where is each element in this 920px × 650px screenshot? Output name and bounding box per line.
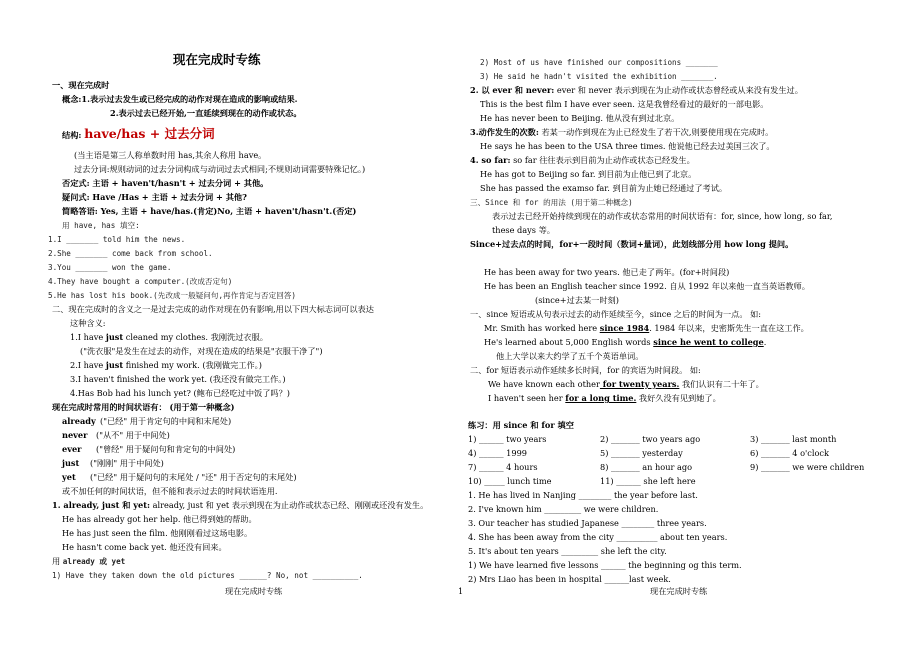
example-underlined: for twenty years. xyxy=(599,379,680,389)
section-heading: 3.动作发生的次数: xyxy=(470,127,539,137)
left-text-line: 这种含义: xyxy=(70,318,106,328)
right-text-line: He has never been to Beijing. 他从没有到过北京。 xyxy=(480,113,680,123)
left-text-line: (当主语是第三人称单数时用 has,其余人称用 have。 xyxy=(74,150,267,160)
right-text-line: 8) _______ an hour ago xyxy=(600,462,693,472)
since-for-rule: Since+过去点的时间，for+一段时间（数词+量词），此划线部分用 how long 提问。 xyxy=(470,239,794,249)
right-text-line: 3) _______ last month xyxy=(750,434,837,444)
example-underlined: since 1984 xyxy=(599,323,650,333)
left-text-line: 1.I _______ told him the news. xyxy=(48,235,186,244)
right-text-line: 练习：用 since 和 for 填空 xyxy=(468,420,574,430)
section-times xyxy=(470,127,773,138)
footer-left: 现在完成时专练 xyxy=(225,586,283,596)
adverb-ever: ever xyxy=(62,444,82,454)
left-text-line: He has already got her help. 他已得到她的帮助。 xyxy=(62,514,257,524)
right-text-line: 4. She has been away from the city __________ about ten years. xyxy=(468,532,728,542)
right-text-line: 2. I've known him _________ we were children. xyxy=(468,504,659,514)
left-text-line: 简略答语: Yes, 主语 + have/has.(肯定)No, 主语 + haven't/hasn't.(否定) xyxy=(62,206,357,216)
page-number: 1 xyxy=(458,586,464,596)
example-text: 我好久没有见到她了。 xyxy=(636,393,721,403)
right-text-line: She has passed the examso far. 到目前为止她已经通过了考试。 xyxy=(480,183,728,193)
left-text-line: 或不加任何的时间状语，但不能和表示过去的时间状语连用. xyxy=(62,486,278,496)
left-text-line: He has just seen the film. 他刚刚看过这场电影。 xyxy=(62,528,253,538)
right-text-line: He has got to Beijing so far. 到目前为止他已到了北京。 xyxy=(480,169,697,179)
section-heading: 2. 以 ever 和 never: xyxy=(470,85,555,95)
right-text-line: 2) Mrs Liao has been in hospital ______last week. xyxy=(468,574,671,584)
right-text-line: This is the best film I have ever seen. 这是我曾经看过的最好的一部电影。 xyxy=(480,99,769,109)
left-text-line: ("曾经" 用于疑问句和肯定句的中间处) xyxy=(96,444,236,454)
example-underlined: since he went to college xyxy=(653,337,764,347)
structure-formula: have/has + 过去分词 xyxy=(84,126,215,141)
left-text-line: 二、现在完成时的含义之一是过去完成的动作对现在仍有影响,用以下四大标志词可以表达 xyxy=(52,304,374,314)
right-text-line: 三、Since 和 for 的用法 (用于第二种概念) xyxy=(470,198,633,207)
left-text-line: ("已经" 用于疑问句的末尾处 / "还" 用于否定句的末尾处) xyxy=(90,472,297,482)
right-text-line: 9) _______ we were children xyxy=(750,462,865,472)
right-text-line: 10) _____ lunch time xyxy=(468,476,552,486)
section-text: so far 往往表示到目前为止动作或状态已经发生。 xyxy=(510,155,695,165)
adverb-already: already xyxy=(62,416,96,426)
left-text-line: 1) Have they taken down the old pictures ______? No, not __________. xyxy=(52,571,363,580)
right-text-line: 1) We have learned five lessons ______ the beginning og this term. xyxy=(468,560,742,570)
left-text-line: 2.表示过去已经开始,一直延续到现在的动作或状态。 xyxy=(110,108,302,118)
left-text-line: 3.You _______ won the game. xyxy=(48,263,172,272)
section-ever-never xyxy=(470,85,803,96)
right-text-line: 他上大学以来大约学了五千个英语单词。 xyxy=(496,351,644,361)
left-text-line: 2.She _______ come back from school. xyxy=(48,249,213,258)
example-twenty-years xyxy=(488,379,764,390)
right-text-line: 2) Most of us have finished our compositions _______ xyxy=(480,58,718,67)
left-text-line: 3.I haven't finished the work yet. (我还没有做完工作。) xyxy=(70,374,286,384)
right-text-line: 2) _______ two years ago xyxy=(600,434,701,444)
right-text-line: these days 等。 xyxy=(492,225,555,235)
left-text-line: 概念:1.表示过去发生或已经完成的动作对现在造成的影响或结果. xyxy=(62,94,298,104)
right-text-line: 1) ______ two years xyxy=(468,434,547,444)
right-text-line: 7) ______ 4 hours xyxy=(468,462,538,472)
example-text: cleaned my clothes. 我刚洗过衣服。 xyxy=(123,332,268,342)
example-text: finished my work. (我刚做完工作。) xyxy=(123,360,262,370)
left-text-line: He hasn't come back yet. 他还没有回来。 xyxy=(62,542,227,552)
example-underlined: for a long time. xyxy=(565,393,637,403)
right-text-line: 6) _______ 4 o'clock xyxy=(750,448,829,458)
right-text-line: 表示过去已经开始持续到现在的动作或状态常用的时间状语有：for, since, how long, so far, xyxy=(492,211,833,221)
section-heading: 4. so far: xyxy=(470,155,511,165)
example-text: 1.I have xyxy=(70,332,106,342)
example-keyword: just xyxy=(105,332,124,342)
left-text-line: 过去分词:规则动词的过去分词构成与动词过去式相同;不规则动词需要特殊记忆。) xyxy=(74,164,366,174)
example-text: 2.I have xyxy=(70,360,106,370)
right-text-line: 5) _______ yesterday xyxy=(600,448,683,458)
right-text-line: 一、since 短语或从句表示过去的动作延续至今，since 之后的时间为一点。 如: xyxy=(470,309,762,319)
example-keyword: just xyxy=(105,360,124,370)
item-heading: 1. already, just 和 yet: xyxy=(52,500,151,510)
item-text: already, just 和 yet 表示到现在为止动作或状态已经、刚刚或还没有发生。 xyxy=(150,500,429,510)
left-text-line: 4.They have bought a computer.(改成否定句) xyxy=(48,277,233,286)
right-text-line: He has been an English teacher since 1992. 自从 1992 年以来他一直当英语教师。 xyxy=(484,281,810,291)
left-text-line: 现在完成时常用的时间状语有： (用于第一种概念) xyxy=(52,402,235,412)
section-text: ever 和 never 表示到现在为止动作或状态曾经或从来没有发生过。 xyxy=(554,85,803,95)
adverb-never: never xyxy=(62,430,88,440)
adverb-yet: yet xyxy=(62,472,76,482)
example-long-time xyxy=(488,393,721,404)
left-text-line: 疑问式: Have /Has + 主语 + 过去分词 + 其他? xyxy=(62,192,247,202)
right-text-line: 4) ______ 1999 xyxy=(468,448,528,458)
left-text-line: ("从不" 用于中间处) xyxy=(96,430,170,440)
structure-label: 结构: xyxy=(62,130,82,140)
example-text: He's learned about 5,000 English words xyxy=(484,337,654,347)
adverb-just: just xyxy=(62,458,80,468)
left-text-line: 5.He has lost his book.(先改成一般疑问句,再作肯定与否定回答) xyxy=(48,291,296,300)
section-text: 若某一动作到现在为止已经发生了若干次,则要使用现在完成时。 xyxy=(538,127,774,137)
heading-words: already 或 yet xyxy=(62,557,126,566)
example-smith xyxy=(484,323,809,334)
left-text-line: 4.Has Bob had his lunch yet? (鲍布已经吃过中饭了吗？) xyxy=(70,388,290,398)
example-text: . 1984 年以来，史密斯先生一直在这工作。 xyxy=(649,323,809,333)
right-text-line: He has been away for two years. 他已走了两年。(for+时间段) xyxy=(484,267,730,277)
right-text-line: 3. Our teacher has studied Japanese ________ three years. xyxy=(468,518,707,528)
left-text-line: 一、现在完成时 xyxy=(52,80,110,90)
example-text: I haven't seen her xyxy=(488,393,566,403)
right-text-line: He says he has been to the USA three times. 他说他已经去过美国三次了。 xyxy=(480,141,775,151)
right-text-line: 1. He has lived in Nanjing ________ the year before last. xyxy=(468,490,698,500)
page-title: 现在完成时专练 xyxy=(173,52,261,67)
left-text-line: ("刚刚" 用于中间处) xyxy=(90,458,164,468)
right-text-line: 11) ______ she left here xyxy=(600,476,696,486)
section-so-far xyxy=(470,155,695,166)
right-text-line: (since+过去某一时刻) xyxy=(535,295,619,305)
left-text-line: ("洗衣服"是发生在过去的动作，对现在造成的结果是"衣服干净了") xyxy=(80,346,323,356)
heading-text: 用 xyxy=(52,556,63,566)
example-text: Mr. Smith has worked here xyxy=(484,323,600,333)
example-text: . xyxy=(763,337,767,347)
left-text-line: 否定式: 主语 + haven't/hasn't + 过去分词 + 其他。 xyxy=(62,178,269,188)
example-text: We have known each other xyxy=(488,379,600,389)
right-text-line: 3) He said he hadn't visited the exhibition _______. xyxy=(480,72,718,81)
footer-right: 现在完成时专练 xyxy=(650,586,708,596)
example-text: 我们认识有二十年了。 xyxy=(679,379,764,389)
left-text-line: ("已经" 用于肯定句的中间和末尾处) xyxy=(100,416,232,426)
right-text-line: 5. It's about ten years _________ she left the city. xyxy=(468,546,667,556)
right-text-line: 二、for 短语表示动作延续多长时间，for 的宾语为时间段。 如: xyxy=(470,365,701,375)
example-5000-words xyxy=(484,337,766,348)
left-text-line: 用 have, has 填空: xyxy=(62,221,140,230)
